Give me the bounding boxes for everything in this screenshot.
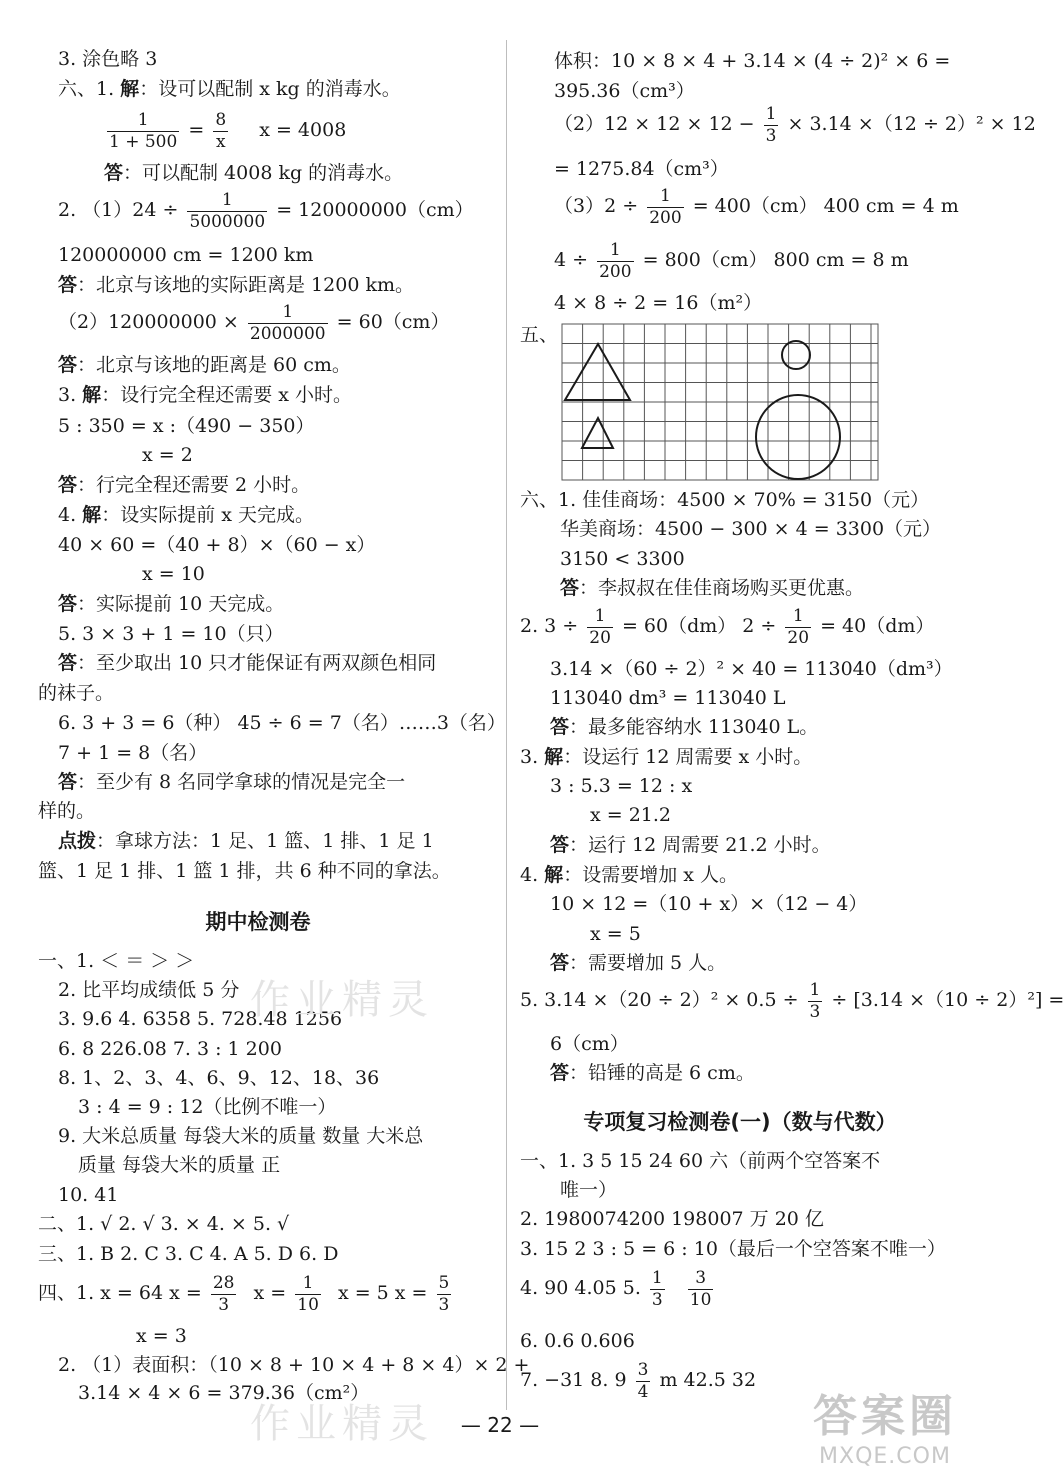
line: 6（cm） — [550, 1033, 629, 1055]
fraction: $\frac{1}{200}$ — [649, 186, 682, 228]
line: 8. 1、2、3、4、6、9、12、18、36 — [58, 1067, 380, 1089]
fraction: $\frac{1}{3}$ — [765, 104, 777, 146]
line: 质量 每袋大米的质量 正 — [78, 1154, 281, 1176]
line: 10 × 12 =（10 + x）×（12 − 4） — [550, 893, 868, 915]
watermark: 作业精灵 — [250, 1401, 434, 1447]
line: 10. 41 — [58, 1184, 119, 1206]
fraction: $\frac{3}{4}$ — [637, 1360, 649, 1402]
section-title: 期中检测卷 — [205, 910, 311, 934]
answer-line: 答：最多能容纳水 113040 L。 — [550, 716, 819, 738]
line: （2）120000000 × $\frac{1}{2000000}$ = 60（cm） — [58, 302, 450, 344]
line: x = 21.2 — [590, 804, 672, 826]
line: 4. 解：设需要增加 x 人。 — [520, 864, 738, 886]
line: 一、1. ＜ ＝ ＞ ＞ — [38, 950, 195, 972]
line: 4 ÷ $\frac{1}{200}$ = 800（cm） 800 cm = 8 m — [554, 240, 909, 282]
answer-line: 答：北京与该地的距离是 60 cm。 — [58, 354, 351, 376]
section-title: 专项复习检测卷(一)（数与代数） — [583, 1110, 897, 1134]
line: 4. 90 4.05 5. $\frac{1}{3}$ $\frac{3}{10}$ — [520, 1268, 712, 1310]
answer-line: 答：至少取出 10 只才能保证有两双颜色相同 — [58, 652, 437, 674]
line: 3. 解：设行完全程还需要 x 小时。 — [58, 384, 352, 406]
fraction: $\frac{1}{3}$ — [651, 1268, 663, 1310]
line: 3. 涂色略 3 — [58, 48, 158, 70]
line: 4 × 8 ÷ 2 = 16（m²） — [554, 292, 763, 314]
fraction-equation: $\frac{1}{1 + 500}$ = $\frac{8}{x}$ x = 4008 — [109, 110, 347, 152]
line: x = 3 — [136, 1325, 187, 1347]
fraction: $\frac{1}{3}$ — [809, 980, 821, 1022]
small-triangle — [582, 418, 613, 448]
fraction: $\frac{1}{20}$ — [589, 606, 611, 648]
line: 样的。 — [38, 800, 96, 822]
line: x = 5 — [590, 923, 641, 945]
line: 3 : 5.3 = 12 : x — [550, 775, 693, 797]
line: 2. 3 ÷ $\frac{1}{20}$ = 60（dm） 2 ÷ $\frac{1}{20}$ = 40（dm） — [520, 606, 935, 648]
answer-line: 答：铅锤的高是 6 cm。 — [550, 1062, 755, 1084]
line: 6. 8 226.08 7. 3 : 1 200 — [58, 1038, 282, 1060]
answer-line: 答：可以配制 4008 kg 的消毒水。 — [104, 162, 404, 184]
line: 3.14 × 4 × 6 = 379.36（cm²） — [78, 1382, 370, 1404]
line: 3.14 ×（60 ÷ 2）² × 40 = 113040（dm³） — [550, 658, 953, 680]
line: 3150 < 3300 — [560, 548, 685, 570]
line: 3. 9.6 4. 6358 5. 728.48 1256 — [58, 1008, 343, 1030]
line: 篮、1 足 1 排、1 篮 1 排，共 6 种不同的拿法。 — [38, 860, 451, 882]
line: （3）2 ÷ $\frac{1}{200}$ = 400（cm） 400 cm = 4 m — [554, 186, 959, 228]
grid-figure — [560, 322, 880, 484]
line: 2. （1）24 ÷ $\frac{1}{5000000}$ = 120000000（cm） — [58, 190, 474, 232]
line: 113040 dm³ = 113040 L — [550, 687, 786, 709]
answer-line: 答：李叔叔在佳佳商场购买更优惠。 — [560, 577, 865, 599]
watermark: 作业精灵 — [250, 977, 434, 1023]
line: （2）12 × 12 × 12 − $\frac{1}{3}$ × 3.14 ×（12 ÷ 2）² × 12 — [554, 104, 1036, 146]
line: 7 + 1 = 8（名） — [58, 742, 208, 764]
column-divider — [506, 40, 507, 1410]
answer-line: 答：行完全程还需要 2 小时。 — [58, 474, 311, 496]
line: 6. 3 + 3 = 6（种） 45 ÷ 6 = 7（名）……3（名） — [58, 712, 506, 734]
answer-line: 答：需要增加 5 人。 — [550, 952, 727, 974]
line: 六、1. 解：设可以配制 x kg 的消毒水。 — [58, 78, 401, 100]
logo-text: 答案圈 — [813, 1391, 957, 1442]
fraction: $\frac{1}{5000000}$ — [189, 190, 266, 232]
line: 六、1. 佳佳商场：4500 × 70% = 3150（元） — [520, 489, 930, 511]
line: = 1275.84（cm³） — [554, 158, 729, 180]
line: 120000000 cm = 1200 km — [58, 244, 314, 266]
line: 395.36（cm³） — [554, 80, 695, 102]
answer-line: 答：实际提前 10 天完成。 — [58, 593, 285, 615]
line: 2. 比平均成绩低 5 分 — [58, 979, 240, 1001]
line: 华美商场：4500 − 300 × 4 = 3300（元） — [560, 518, 942, 540]
logo-url: MXQE.COM — [819, 1444, 951, 1469]
answer-line: 答：运行 12 周需要 21.2 小时。 — [550, 834, 831, 856]
line: 3 : 4 = 9 : 12（比例不唯一） — [78, 1096, 337, 1118]
answer-line: 答：至少有 8 名同学拿球的情况是完全一 — [58, 771, 406, 793]
line: 4. 解：设实际提前 x 天完成。 — [58, 504, 314, 526]
fraction: $\frac{1}{2000000}$ — [249, 302, 326, 344]
line: 二、1. √ 2. √ 3. × 4. × 5. √ — [38, 1213, 290, 1235]
line: 体积：10 × 8 × 4 + 3.14 × (4 ÷ 2)² × 6 = — [554, 50, 951, 72]
line: 三、1. B 2. C 3. C 4. A 5. D 6. D — [38, 1243, 339, 1265]
fraction: $\frac{5}{3}$ — [438, 1273, 450, 1315]
line: 一、1. 3 5 15 24 60 六（前两个空答案不 — [520, 1150, 881, 1172]
grid-lines — [562, 324, 878, 480]
answer-line: 答：北京与该地的实际距离是 1200 km。 — [58, 274, 414, 296]
fraction: $\frac{1}{200}$ — [599, 240, 632, 282]
line: 的袜子。 — [38, 682, 115, 704]
line: 7. −31 8. 9 $\frac{3}{4}$ m 42.5 32 — [520, 1360, 757, 1402]
line: 5. 3 × 3 + 1 = 10（只） — [58, 623, 284, 645]
line: 2. 1980074200 198007 万 20 亿 — [520, 1208, 824, 1230]
line: x = 2 — [142, 444, 193, 466]
fraction: $\frac{3}{10}$ — [689, 1268, 712, 1310]
large-circle — [756, 395, 840, 479]
small-circle — [782, 341, 810, 369]
hint-line: 点拨：拿球方法：1 足、1 篮、1 排、1 足 1 — [58, 830, 434, 852]
large-triangle — [565, 344, 630, 400]
line: 6. 0.6 0.606 — [520, 1330, 635, 1352]
section-label: 五、 — [520, 324, 559, 346]
line: x = 10 — [142, 563, 205, 585]
line: 40 × 60 =（40 + 8）×（60 − x） — [58, 534, 376, 556]
line: 2. （1）表面积：（10 × 8 + 10 × 4 + 8 × 4）× 2 + — [58, 1354, 530, 1376]
line: 唯一） — [560, 1179, 618, 1201]
line: 5 : 350 = x :（490 − 350） — [58, 415, 315, 437]
line: 9. 大米总质量 每袋大米的质量 数量 大米总 — [58, 1125, 424, 1147]
line: 四、1. x = 64 x = $\frac{28}{3}$ x = $\frac{1}{10}$ x = 5 x = $\frac{5}{3}$ — [38, 1273, 450, 1315]
fraction: $\frac{1}{10}$ — [297, 1273, 319, 1315]
site-logo — [790, 1380, 980, 1469]
line: 5. 3.14 ×（20 ÷ 2）² × 0.5 ÷ $\frac{1}{3}$ ÷ [3.14 ×（10 ÷ 2）²] = — [520, 980, 1064, 1022]
fraction: $\frac{1}{1 + 500}$ — [109, 110, 178, 152]
line: 3. 解：设运行 12 周需要 x 小时。 — [520, 746, 813, 768]
page-number: — 22 — — [460, 1413, 540, 1437]
fraction: $\frac{8}{x}$ — [215, 110, 227, 152]
line: 3. 15 2 3 : 5 = 6 : 10（最后一个空答案不唯一） — [520, 1238, 946, 1260]
fraction: $\frac{1}{20}$ — [787, 606, 810, 648]
fraction: $\frac{28}{3}$ — [212, 1273, 235, 1315]
